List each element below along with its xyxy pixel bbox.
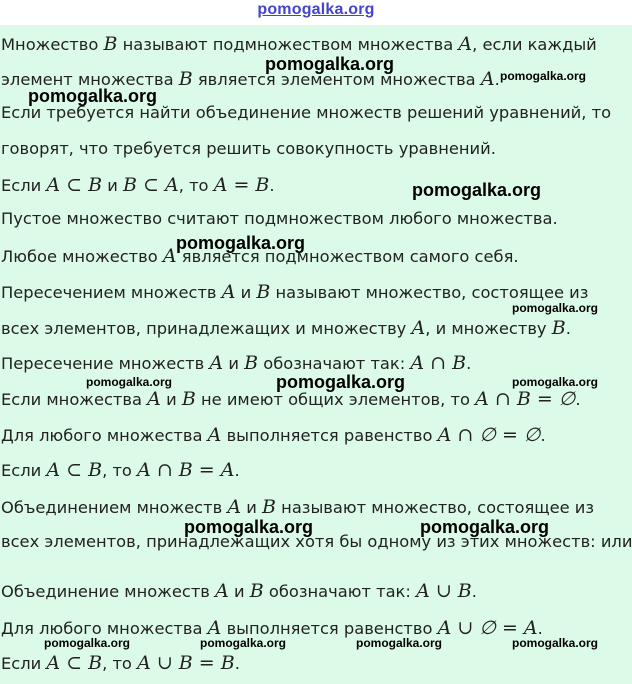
math-expression: A [162,245,177,267]
math-expression: B [249,580,264,602]
text-segment: называют множество, состоящее из [270,283,589,302]
text-segment: Для любого множества [1,426,208,445]
text-segment: Пустое множество считают подмножеством любого множества. [1,209,558,228]
math-expression: A ∩ B = A [137,459,235,481]
text-segment: обозначают так: [263,582,417,601]
math-expression: A [147,388,161,410]
math-expression: A ∩ B [410,352,467,374]
math-expression: A ⊂ B [46,174,103,196]
text-segment: . [466,354,472,373]
watermark: pomogalka.org [500,69,587,83]
math-expression: B [256,281,271,303]
math-expression: A [221,281,236,303]
text-line [1,139,496,158]
math-expression: A [209,352,224,374]
text-line [1,496,594,518]
text-line [1,281,588,303]
text-segment: Объединение множеств [1,582,216,601]
text-segment: и [241,498,263,517]
watermark: pomogalka.org [276,372,406,392]
text-segment: и [102,176,124,195]
text-segment: , если каждый [472,35,597,54]
text-segment: Если [1,461,47,480]
watermark: pomogalka.org [512,636,599,650]
text-segment: выполняется равенство [221,619,438,638]
math-expression: A ∩ B = ∅ [475,388,576,410]
text-line [1,352,471,374]
math-expression: A ⊂ B [46,459,103,481]
text-segment: . [234,654,240,673]
text-line [1,317,571,339]
watermark: pomogalka.org [200,636,287,650]
math-expression: A ∩ ∅ = ∅ [437,424,541,446]
text-segment: , то [178,176,214,195]
math-expression: B ⊂ A [123,174,179,196]
text-segment: . [575,390,581,409]
text-segment: Если требуется найти объединение множеств решений уравнений, то [1,103,612,122]
watermark: pomogalka.org [420,517,550,537]
text-segment: выполняется равенство [221,426,438,445]
math-expression: B [551,317,566,339]
math-expression: A [207,617,222,639]
text-segment: . [565,319,571,338]
math-expression: A [411,317,426,339]
text-line [1,209,558,228]
text-segment: элемент множества [1,70,179,89]
text-segment: Объединением множеств [1,498,228,517]
text-segment: . [537,619,543,638]
text-segment: , то [102,654,138,673]
math-expression: A [215,580,229,602]
math-expression: B [178,68,193,90]
text-segment: обозначают так: [258,354,411,373]
text-segment: . [234,461,240,480]
math-expression: B [262,496,276,518]
text-segment: является подмножеством самого себя. [176,247,519,266]
watermark: pomogalka.org [356,636,443,650]
text-line [1,174,275,196]
math-expression: A [227,496,242,518]
text-segment: , и множеству [425,319,552,338]
text-segment: Любое множество [1,247,163,266]
watermark: pomogalka.org [86,375,173,389]
text-segment: . [540,426,546,445]
math-expression: B [103,33,118,55]
text-segment: называют множество, состоящее из [276,498,595,517]
text-segment: Для любого множества [1,619,208,638]
watermark: pomogalka.org [265,54,395,74]
text-segment: . [494,70,500,89]
text-line [1,459,240,481]
text-segment: говорят, что требуется решить совокупность уравнений. [1,139,496,158]
math-expression: A [480,68,495,90]
text-segment: является элементом множества [192,70,481,89]
math-expression: B [244,352,259,374]
text-segment: . [471,582,477,601]
text-segment: всех элементов, принадлежащих и множеству [1,319,412,338]
math-expression: A [458,33,473,55]
watermark: pomogalka.org [512,375,599,389]
text-segment: называют подмножеством множества [117,35,459,54]
watermark: pomogalka.org [28,86,158,106]
text-segment: и [160,390,182,409]
text-segment: Если [1,654,47,673]
text-line [1,652,240,674]
text-line [1,424,546,446]
text-line [1,580,477,602]
text-segment: , то [102,461,138,480]
math-expression: B [181,388,196,410]
content-area [0,25,632,684]
math-expression: A ⊂ B [46,652,103,674]
math-expression: A ∪ B [416,580,472,602]
watermark: pomogalka.org [412,180,542,200]
top-bar [0,0,632,25]
watermark: pomogalka.org [176,233,306,253]
math-expression: A ∪ B = B [137,652,235,674]
watermark: pomogalka.org [44,636,131,650]
text-segment: всех элементов, принадлежащих хотя бы одному из этих множеств: или [1,532,632,551]
math-expression: A = B [213,174,270,196]
watermark: pomogalka.org [512,301,599,315]
text-segment: и [235,283,257,302]
text-segment: Множество [1,35,104,54]
text-segment: и [223,354,245,373]
site-header-link[interactable]: pomogalka.org [257,1,375,18]
watermark: pomogalka.org [184,517,314,537]
text-segment: Если множества [1,390,148,409]
math-expression: A ∪ ∅ = A [437,617,538,639]
text-line [1,33,597,55]
text-segment: . [269,176,275,195]
math-expression: A [207,424,222,446]
text-segment: Пересечение множеств [1,354,210,373]
text-segment: Пересечением множеств [1,283,222,302]
text-segment: Если [1,176,47,195]
text-segment: и [228,582,250,601]
text-segment: не имеют общих элементов, то [195,390,476,409]
